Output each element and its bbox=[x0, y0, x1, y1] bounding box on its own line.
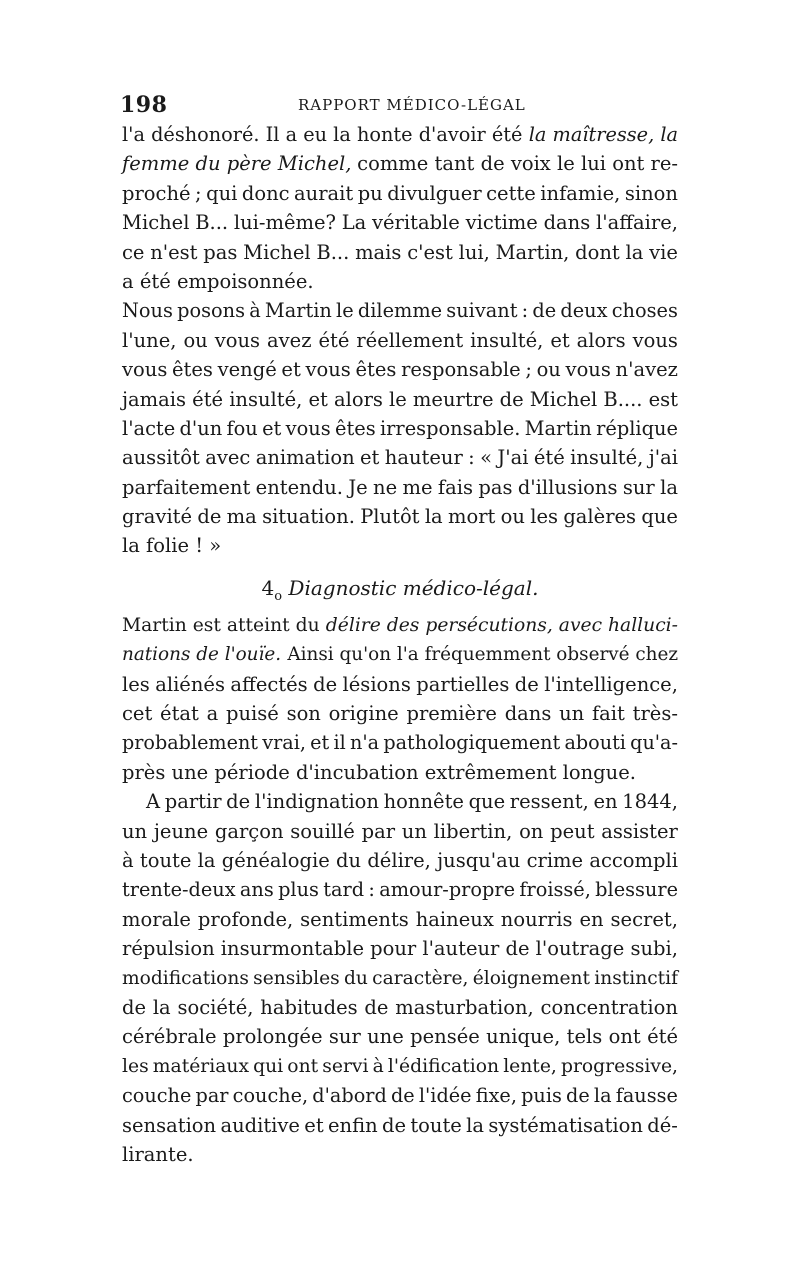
text-line: les aliénés affectés de lésions partielles de l'intelligence, bbox=[122, 672, 678, 696]
text-line: de la société, habitudes de masturbation, concentration bbox=[122, 995, 678, 1019]
text-line: l'a déshonoré. Il a eu la honte d'avoir été la maîtresse, la bbox=[122, 123, 678, 146]
text-line: près une période d'incubation extrêmement longue. bbox=[122, 760, 636, 784]
text-line: l'acte d'un fou et vous êtes irresponsable. Martin réplique bbox=[122, 416, 678, 440]
page-body bbox=[122, 120, 678, 1169]
text-line: modifications sensibles du caractère, éloignement instinctif bbox=[122, 967, 678, 989]
text-line: jamais été insulté, et alors le meurtre de Michel B.... est bbox=[122, 387, 678, 411]
text-line: cet état a puisé son origine première dans un fait très- bbox=[122, 702, 678, 726]
text-line: un jeune garçon souillé par un libertin, on peut assister bbox=[122, 819, 678, 843]
text-line: répulsion insurmontable pour l'auteur de l'outrage subi, bbox=[122, 937, 678, 961]
text-line: Martin est atteint du délire des persécutions, avec halluci- bbox=[122, 614, 678, 636]
text-line: la folie ! » bbox=[122, 534, 222, 558]
text-line: A partir de l'indignation honnête que ressent, en 1844, bbox=[146, 790, 678, 814]
section-title: Diagnostic médico-légal. bbox=[288, 575, 539, 600]
text-line: femme du père Michel, comme tant de voix le lui ont re- bbox=[122, 152, 678, 176]
text-line: trente-deux ans plus tard : amour-propre froissé, blessure bbox=[122, 878, 678, 902]
text-line: les matériaux qui ont servi à l'édification lente, progressive, bbox=[122, 1055, 678, 1077]
text-line: l'une, ou vous avez été réellement insulté, et alors vous bbox=[122, 328, 678, 352]
section-heading bbox=[122, 571, 678, 605]
text-line: parfaitement entendu. Je ne me fais pas d'illusions sur la bbox=[122, 475, 678, 499]
text-line: gravité de ma situation. Plutôt la mort ou les galères que bbox=[122, 505, 678, 529]
text-line: Nous posons à Martin le dilemme suivant : de deux choses bbox=[122, 299, 678, 323]
section-number: $4_o$ bbox=[261, 575, 283, 604]
page-header bbox=[120, 92, 680, 122]
text-line: sensation auditive et enfin de toute la systématisation dé- bbox=[122, 1113, 678, 1137]
text-line: cérébrale prolongée sur une pensée unique, tels ont été bbox=[122, 1025, 678, 1049]
text-line: probablement vrai, et il n'a pathologiquement abouti qu'a- bbox=[122, 731, 678, 755]
text-line: morale profonde, sentiments haineux nourris en secret, bbox=[122, 907, 678, 931]
text-line: vous êtes vengé et vous êtes responsable ; ou vous n'avez bbox=[122, 358, 678, 382]
text-line: à toute la généalogie du délire, jusqu'au crime accompli bbox=[122, 848, 678, 872]
page-number: 198 bbox=[120, 92, 168, 118]
running-head: RAPPORT MÉDICO-LÉGAL bbox=[298, 96, 526, 114]
text-line: a été empoisonnée. bbox=[122, 269, 314, 293]
text-line: Michel B... lui-même? La véritable victime dans l'affaire, bbox=[122, 211, 678, 235]
text-line: ce n'est pas Michel B... mais c'est lui, Martin, dont la vie bbox=[122, 240, 678, 264]
text-line: nations de l'ouïe. Ainsi qu'on l'a fréquemment observé chez bbox=[122, 644, 678, 666]
text-line: lirante. bbox=[122, 1142, 194, 1166]
text-line: couche par couche, d'abord de l'idée fixe, puis de la fausse bbox=[122, 1084, 678, 1108]
text-line: proché ; qui donc aurait pu divulguer cette infamie, sinon bbox=[122, 181, 678, 205]
text-line: aussitôt avec animation et hauteur : « J'ai été insulté, j'ai bbox=[122, 446, 678, 470]
